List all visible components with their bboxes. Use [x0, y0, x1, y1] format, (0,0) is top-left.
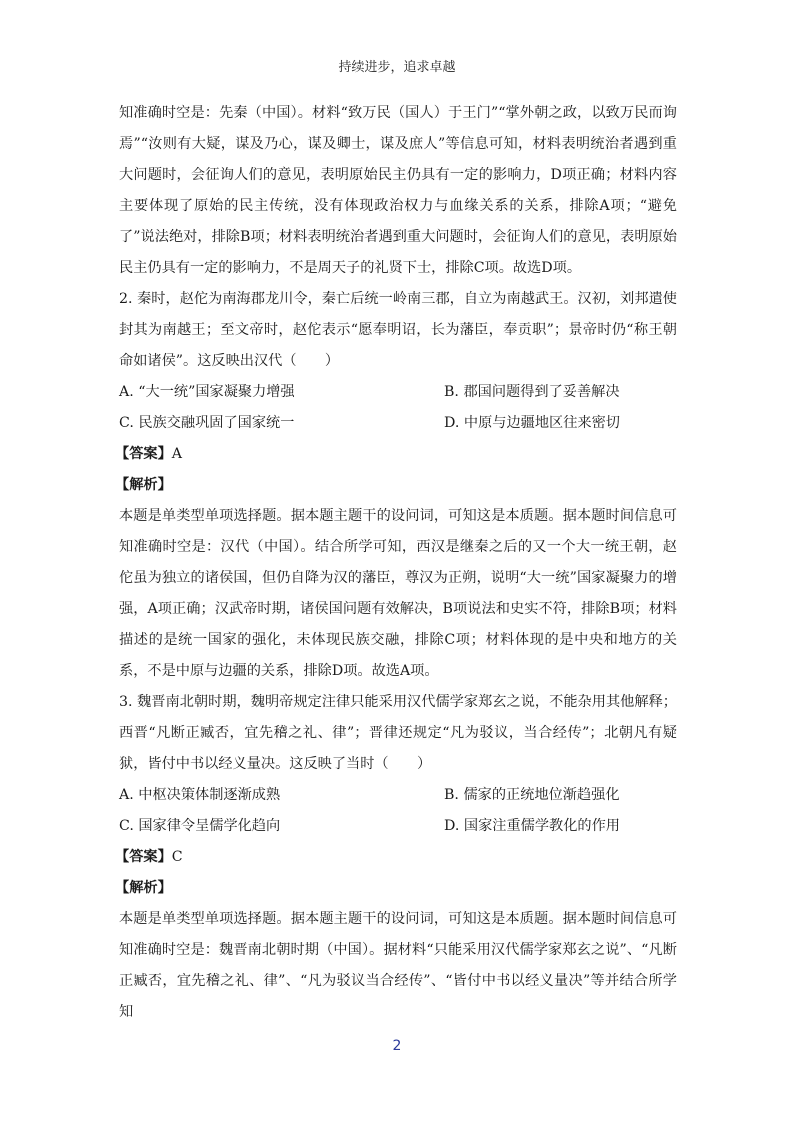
q2-analysis-heading: [115, 470, 677, 501]
q3-answer-label: 【答案】: [115, 849, 172, 865]
q1-analysis-continued: 知准确时空是：先秦（中国）。材料“致万民（国人）于王门”“掌外朝之政，以致万民而询焉”“汝则有大疑，谋及乃心，谋及卿士，谋及庶人”等信息可知，材料表明统治者遇到重大问题时，会征询人们的意见，表明原始民主仍具有一定的影响力，D项正确；材料内容主要体现了原始的民主传统，没有体现政治权力与血缘关系的关系，排除A项；“避免了”说法绝对，排除B项；材料表明统治者遇到重大问题时，会征询人们的意见，表明原始民主仍具有一定的影响力，不是周天子的礼贤下士，排除C项。故选D项。: [119, 105, 677, 276]
question-3-options: [119, 780, 677, 842]
q3-analysis-label: 【解析】: [115, 880, 172, 896]
q3-option-b: B. 儒家的正统地位渐趋强化: [444, 787, 620, 803]
q2-option-b: B. 郡国问题得到了妥善解决: [444, 384, 620, 400]
q3-analysis: 本题是单类型单项选择题。据本题主题干的设问词，可知这是本质题。据本题时间信息可知准确时空是：魏晋南北朝时期（中国）。据材料“只能采用汉代儒学家郑玄之说”、“凡断正臧否，宜先稽之礼、律”、“凡为驳议当合经传”、“皆付中书以经义量决”等并结合所学知: [119, 911, 677, 1020]
q2-answer-value: A: [171, 446, 183, 462]
document-body: [115, 98, 677, 1028]
question-3-stem: 3. 魏晋南北朝时期，魏明帝规定注律只能采用汉代儒学家郑玄之说，不能杂用其他解释；西晋“凡断正臧否，宜先稽之礼、律”；晋律还规定“凡为驳议，当合经传”；北朝凡有疑狱，皆付中书以经义量决。这反映了当时（ ）: [119, 694, 677, 772]
q2-option-d: D. 中原与边疆地区往来密切: [444, 415, 620, 431]
q3-option-c: C. 国家律令呈儒学化趋向: [119, 818, 281, 834]
q2-answer-label: 【答案】: [115, 446, 172, 462]
question-2-options: [119, 377, 677, 439]
q2-option-c: C. 民族交融巩固了国家统一: [119, 415, 295, 431]
q3-answer-value: C: [171, 849, 183, 865]
q3-analysis-heading: [115, 873, 677, 904]
q2-option-a: A. “大一统”国家凝聚力增强: [119, 384, 295, 400]
q3-option-a: A. 中枢决策体制逐渐成熟: [119, 787, 281, 803]
q3-answer: [115, 842, 677, 873]
page-header: 持续进步，追求卓越: [338, 60, 456, 75]
question-2-stem: 2. 秦时，赵佗为南海郡龙川令，秦亡后统一岭南三郡，自立为南越武王。汉初，刘邦遣使封其为南越王；至文帝时，赵佗表示“愿奉明诏，长为藩臣，奉贡职”；景帝时仍“称王朝命如诸侯”。这反映出汉代（ ）: [119, 291, 677, 369]
q2-analysis: 本题是单类型单项选择题。据本题主题干的设问词，可知这是本质题。据本题时间信息可知准确时空是：汉代（中国）。结合所学可知，西汉是继秦之后的又一个大一统王朝，赵佗虽为独立的诸侯国，但仍自降为汉的藩臣，尊汉为正朔，说明“大一统”国家凝聚力的增强，A项正确；汉武帝时期，诸侯国问题有效解决，B项说法和史实不符，排除B项；材料描述的是统一国家的强化，未体现民族交融，排除C项；材料体现的是中央和地方的关系，不是中原与边疆的关系，排除D项。故选A项。: [119, 508, 677, 679]
page-number: 2: [392, 1038, 402, 1054]
q2-answer: [115, 439, 677, 470]
q3-option-d: D. 国家注重儒学教化的作用: [444, 818, 620, 834]
q2-analysis-label: 【解析】: [115, 477, 172, 493]
